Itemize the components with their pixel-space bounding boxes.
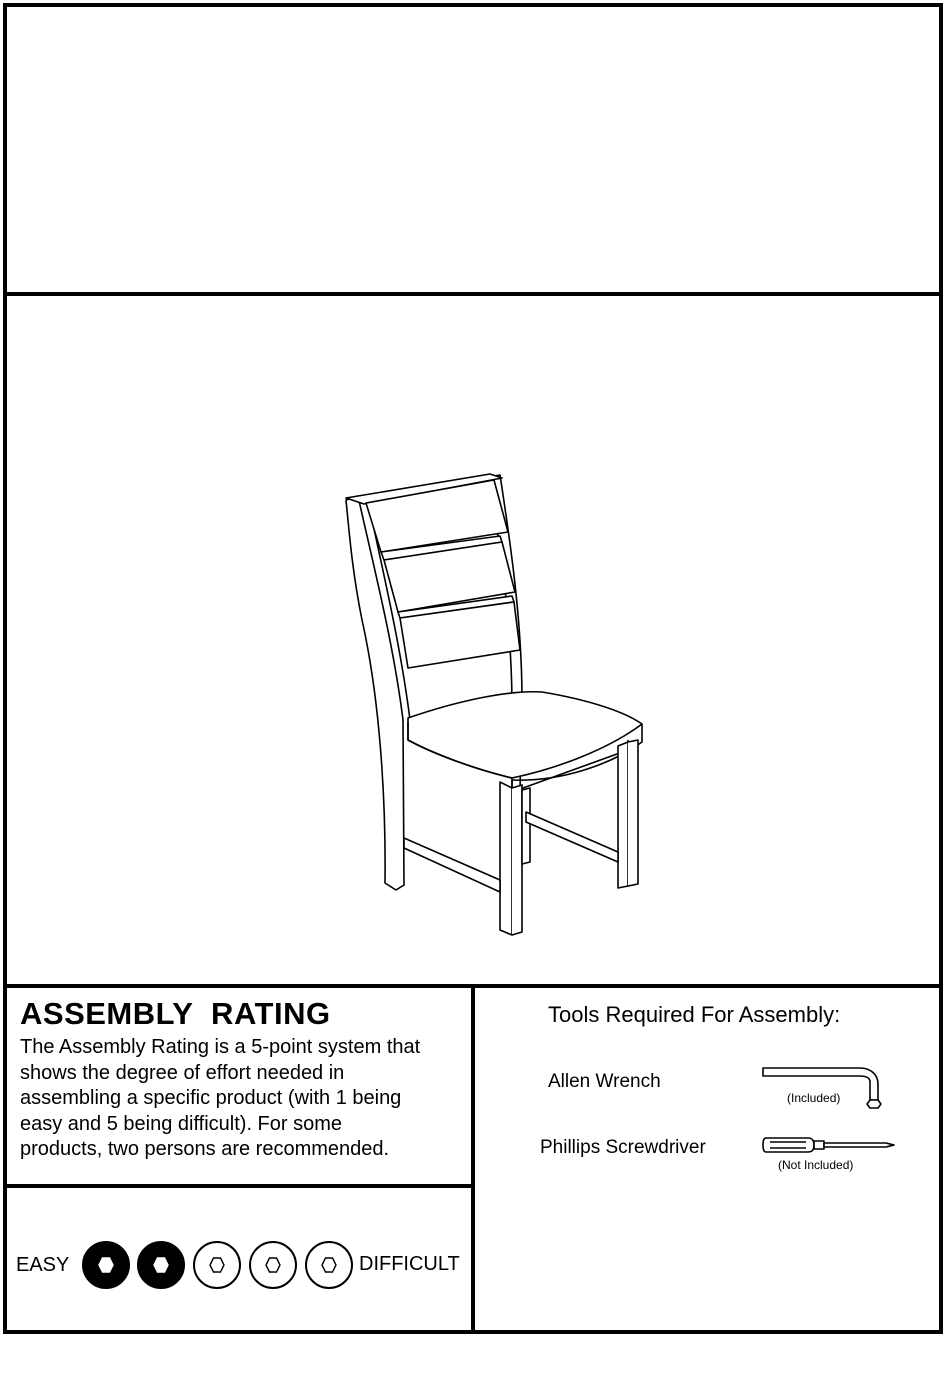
easy-label: EASY: [16, 1254, 70, 1276]
chair-icon: [330, 468, 650, 940]
difficult-label: DIFFICULT: [359, 1253, 460, 1275]
rating-dot-1: [82, 1241, 130, 1289]
header-blank-panel: [3, 3, 943, 296]
tools-title: Tools Required For Assembly:: [548, 1002, 841, 1027]
rating-dot-3: [193, 1241, 241, 1289]
tool-name-screwdriver: Phillips Screwdriver: [540, 1137, 706, 1158]
hexagon-icon: [139, 1243, 183, 1287]
hexagon-icon: [84, 1243, 128, 1287]
hexagon-icon: [195, 1243, 239, 1287]
rating-dot-5: [305, 1241, 353, 1289]
tool-note-screwdriver: (Not Included): [778, 1158, 854, 1172]
tools-panel: [471, 984, 943, 1334]
hexagon-icon: [307, 1243, 351, 1287]
rating-dot-4: [249, 1241, 297, 1289]
hexagon-icon: [251, 1243, 295, 1287]
assembly-rating-description: The Assembly Rating is a 5-point system that shows the degree of effort needed in assembling a specific product (with 1 being easy and 5 being difficult). For some products, two persons are recommended.: [20, 1036, 421, 1160]
tool-name-allen-wrench: Allen Wrench: [548, 1071, 661, 1092]
screwdriver-icon: [762, 1134, 898, 1156]
assembly-rating-title: ASSEMBLY RATING: [20, 996, 331, 1031]
rating-dot-2: [137, 1241, 185, 1289]
tool-note-allen-wrench: (Included): [787, 1091, 841, 1105]
